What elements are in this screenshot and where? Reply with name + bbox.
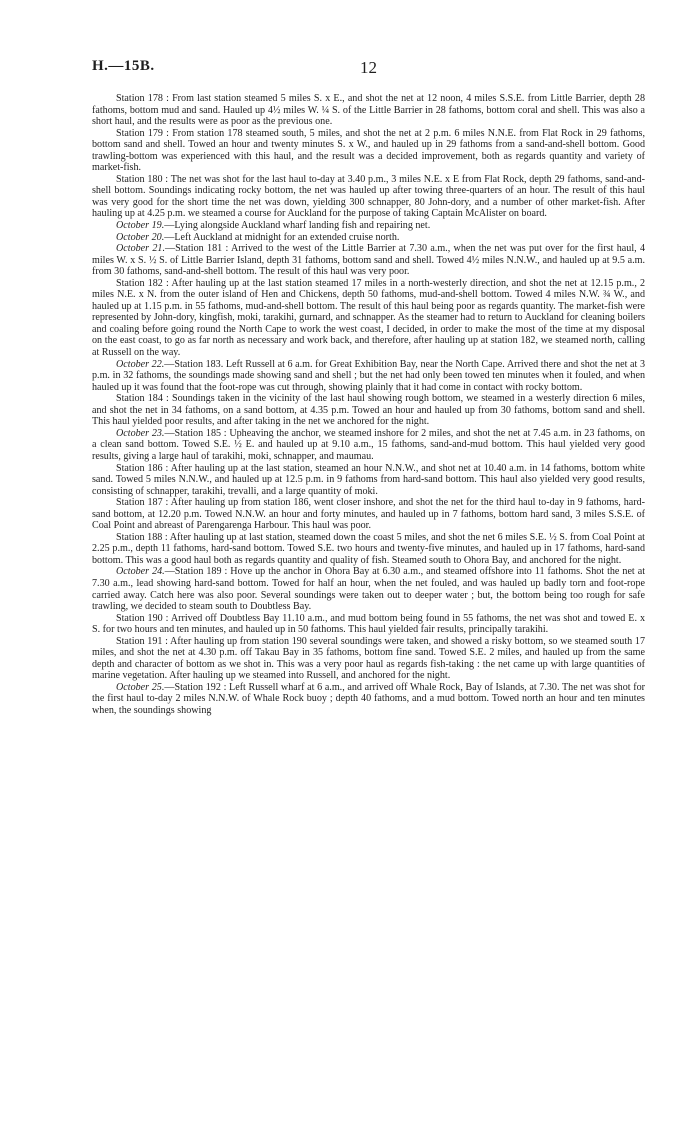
paragraph-text: Station 178 : From last station steamed 5 miles S. x E., and shot the net at 12 noon, 4 miles S.S.E. from Little Barrier, depth 28 fathoms, bottom mud and sand. Hauled up 4½ miles W. ¼ S. of the Little Barrier in 28 fathoms, bottom coral and shell. This was also a short haul, and the results were as poor as the previous one. xyxy=(92,93,645,128)
paragraph-text: Station 180 : The net was shot for the last haul to-day at 3.40 p.m., 3 miles N.E. x E from Flat Rock, depth 29 fathoms, sand-and-shell bottom. Soundings indicating rocky bottom, the net was hauled up after towing three-quarters of an hour. The result of this haul was very good for the short time the net was down, yielding 300 schnapper, 80 John-dory, and a number of other market-fish. After hauling up at 4.25 p.m. we steamed a course for Auckland for the purpose of taking Captain McAlister on board. xyxy=(92,173,645,220)
paragraph-date: October 23. xyxy=(116,427,165,439)
paragraph-text: —Station 183. Left Russell at 6 a.m. for Great Exhibition Bay, near the North Cape. Arrived there and shot the net at 3 p.m. in 32 fathoms, the soundings made showing sand and shell ; but the net had only been towed ten minutes when it fouled, and when hauled up it was found that the foot-rope was cut through, showing plainly that it had come in contact with rocky bottom. xyxy=(92,358,645,393)
paragraph-date: October 19. xyxy=(116,220,165,232)
paragraph-text: Station 186 : After hauling up at the last station, steamed an hour N.N.W., and shot net at 10.40 a.m. in 14 fathoms, bottom white sand. Towed 5 miles N.N.W., and hauled up at 12.5 p.m. in 9 fathoms from hard-sand bottom. This haul also yielded very good results, consisting of schnapper, tarakihi, trevalli, and a large quantity of moki. xyxy=(92,462,645,497)
paragraph-date: October 25. xyxy=(116,681,165,693)
paragraph-station-188 xyxy=(92,532,645,567)
paragraph-text: Station 187 : After hauling up from station 186, went closer inshore, and shot the net for the third haul to-day in 9 fathoms, hard-sand bottom, at 12.20 p.m. Towed N.N.W. an hour and forty minutes, and hauled up in 7 fathoms, bottom hard sand, 3 miles S.S.E. of Coal Point and abreast of Parengarenga Harbour. This haul was poor. xyxy=(92,497,645,532)
paragraph-text: Station 184 : Soundings taken in the vicinity of the last haul showing rough bottom, we steamed in a westerly direction 6 miles, and shot the net in 34 fathoms, on a sand bottom, at 4.35 p.m. Towed an hour and hauled up from 30 fathoms, bottom sand and shell. This haul yielded poor results, and after taking in the net we anchored for the night. xyxy=(92,393,645,428)
paragraph-text: Station 191 : After hauling up from station 190 several soundings were taken, and showed a risky bottom, so we steamed south 17 miles, and shot the net at 4.30 p.m. off Takau Bay in 35 fathoms, bottom fine sand. Towed S.E. 2 miles, and hauled up from the same depth and character of bottom as we shot in. This was a very poor haul as regards fish-taking : the net came up with large quantities of marine vegetation. After hauling up we steamed into Russell, and anchored for the night. xyxy=(92,635,645,682)
paragraph-october-20 xyxy=(92,232,645,244)
body-text xyxy=(92,93,645,717)
paragraph-date: October 21. xyxy=(116,243,166,255)
document-id: H.—15B. xyxy=(92,58,155,74)
paragraph-station-180 xyxy=(92,174,645,220)
paragraph-text: —Station 185 : Upheaving the anchor, we steamed inshore for 2 miles, and shot the net at 7.45 a.m. in 23 fathoms, on a clean sand bottom. Towed S.E. ½ E. and hauled up at 9.10 a.m., 15 fathoms, sand-and-mud bottom. This haul yielded very good results, giving a large haul of tarakihi, moki, schnapper, and maumau. xyxy=(92,427,646,462)
page-header xyxy=(92,58,645,80)
paragraph-text: —Station 192 : Left Russell wharf at 6 a.m., and arrived off Whale Rock, Bay of Islands, at 7.30. The net was shot for the first haul to-day 2 miles N.N.W. of Whale Rock buoy ; depth 40 fathoms, and a mud bottom. Towed north an hour and ten minutes when, the soundings showing xyxy=(92,681,646,716)
paragraph-october-21 xyxy=(92,243,645,278)
paragraph-october-24 xyxy=(92,566,645,612)
paragraph-text: Station 188 : After hauling up at last station, steamed down the coast 5 miles, and shot the net 6 miles S.E. ½ S. from Coal Point at 2.25 p.m., depth 11 fathoms, hard-sand bottom. Towed S.E. two hours and twenty-five minutes, and hauled up in 17 fathoms, hard-sand bottom. This was a good haul both as regards quantity and quality of fish. Steamed south to Ohora Bay, and anchored for the night. xyxy=(92,531,645,566)
paragraph-text: —Station 189 : Hove up the anchor in Ohora Bay at 6.30 a.m., and steamed offshore into 11 fathoms. Shot the net at 7.30 a.m., lead showing hard-sand bottom. Towed for half an hour, when the net fouled, and was hauled up badly torn and foot-rope carried away. Catch here was also poor. Several soundings were taken out to deeper water ; but, the bottom being too rough for safe trawling, we decided to steam south to Doubtless Bay. xyxy=(92,566,646,613)
paragraph-october-19 xyxy=(92,220,645,232)
paragraph-text: Station 179 : From station 178 steamed south, 5 miles, and shot the net at 2 p.m. 6 miles N.N.E. from Flat Rock in 29 fathoms, bottom sand and shell. Towed an hour and twenty minutes S. x W., and hauled up in 29 fathoms from a sand-and-shell bottom. Good trawling-bottom was experienced with this haul, and the result was a decided improvement, both as regards quantity and variety of market-fish. xyxy=(92,127,645,174)
paragraph-station-191 xyxy=(92,636,645,682)
paragraph-date: October 24. xyxy=(116,566,165,578)
paragraph-text: Station 190 : Arrived off Doubtless Bay 11.10 a.m., and mud bottom being found in 55 fathoms, the net was shot and towed E. x S. for two hours and ten minutes, and hauled up in 50 fathoms. This haul yielded fair results, principally tarakihi. xyxy=(92,612,645,636)
paragraph-station-179 xyxy=(92,128,645,174)
paragraph-october-23 xyxy=(92,428,645,463)
paragraph-text: —Left Auckland at midnight for an extended cruise north. xyxy=(164,231,400,243)
paragraph-october-25 xyxy=(92,682,645,717)
paragraph-station-187 xyxy=(92,497,645,532)
paragraph-october-22 xyxy=(92,359,645,394)
paragraph-station-186 xyxy=(92,463,645,498)
paragraph-station-184 xyxy=(92,393,645,428)
page-number: 12 xyxy=(360,58,377,77)
paragraph-station-190 xyxy=(92,613,645,636)
paragraph-text: —Lying alongside Auckland wharf landing fish and repairing net. xyxy=(164,220,431,232)
paragraph-date: October 20. xyxy=(116,231,165,243)
paragraph-text: —Station 181 : Arrived to the west of the Little Barrier at 7.30 a.m., when the net was put over for the first haul, 4 miles W. x S. ½ S. of Little Barrier Island, depth 31 fathoms, bottom sand and shell. Towed 4½ miles N.N.W., and hauled up at 9.5 a.m. from 30 fathoms, sand-and-shell bottom. The result of this haul was very poor. xyxy=(92,243,646,278)
paragraph-station-182 xyxy=(92,278,645,359)
paragraph-text: Station 182 : After hauling up at the last station steamed 17 miles in a north-westerly direction, and shot the net at 12.15 p.m., 2 miles N.E. x N. from the outer island of Hen and Chickens, depth 50 fathoms, mud-and-shell bottom. Towed 4 miles N.W. ¾ W., and hauled up at 1.15 p.m. in 55 fathoms, mud-and-shell bottom. The result of this haul being poor as regards quantity. The market-fish were represented by John-dory, kingfish, moki, tarakihi, gurnard, and schnapper. As the steamer had to return to Auckland for cleaning boilers and coaling before going round the North Cape to work the west coast, I decided, in order to make the most of the time at my disposal on the east coast, to go as far north as necessary and work back, and therefore, after hauling up at station 182, we steamed north, calling at Russell on the way. xyxy=(92,277,645,359)
paragraph-date: October 22. xyxy=(116,358,165,370)
paragraph-station-178 xyxy=(92,93,645,128)
